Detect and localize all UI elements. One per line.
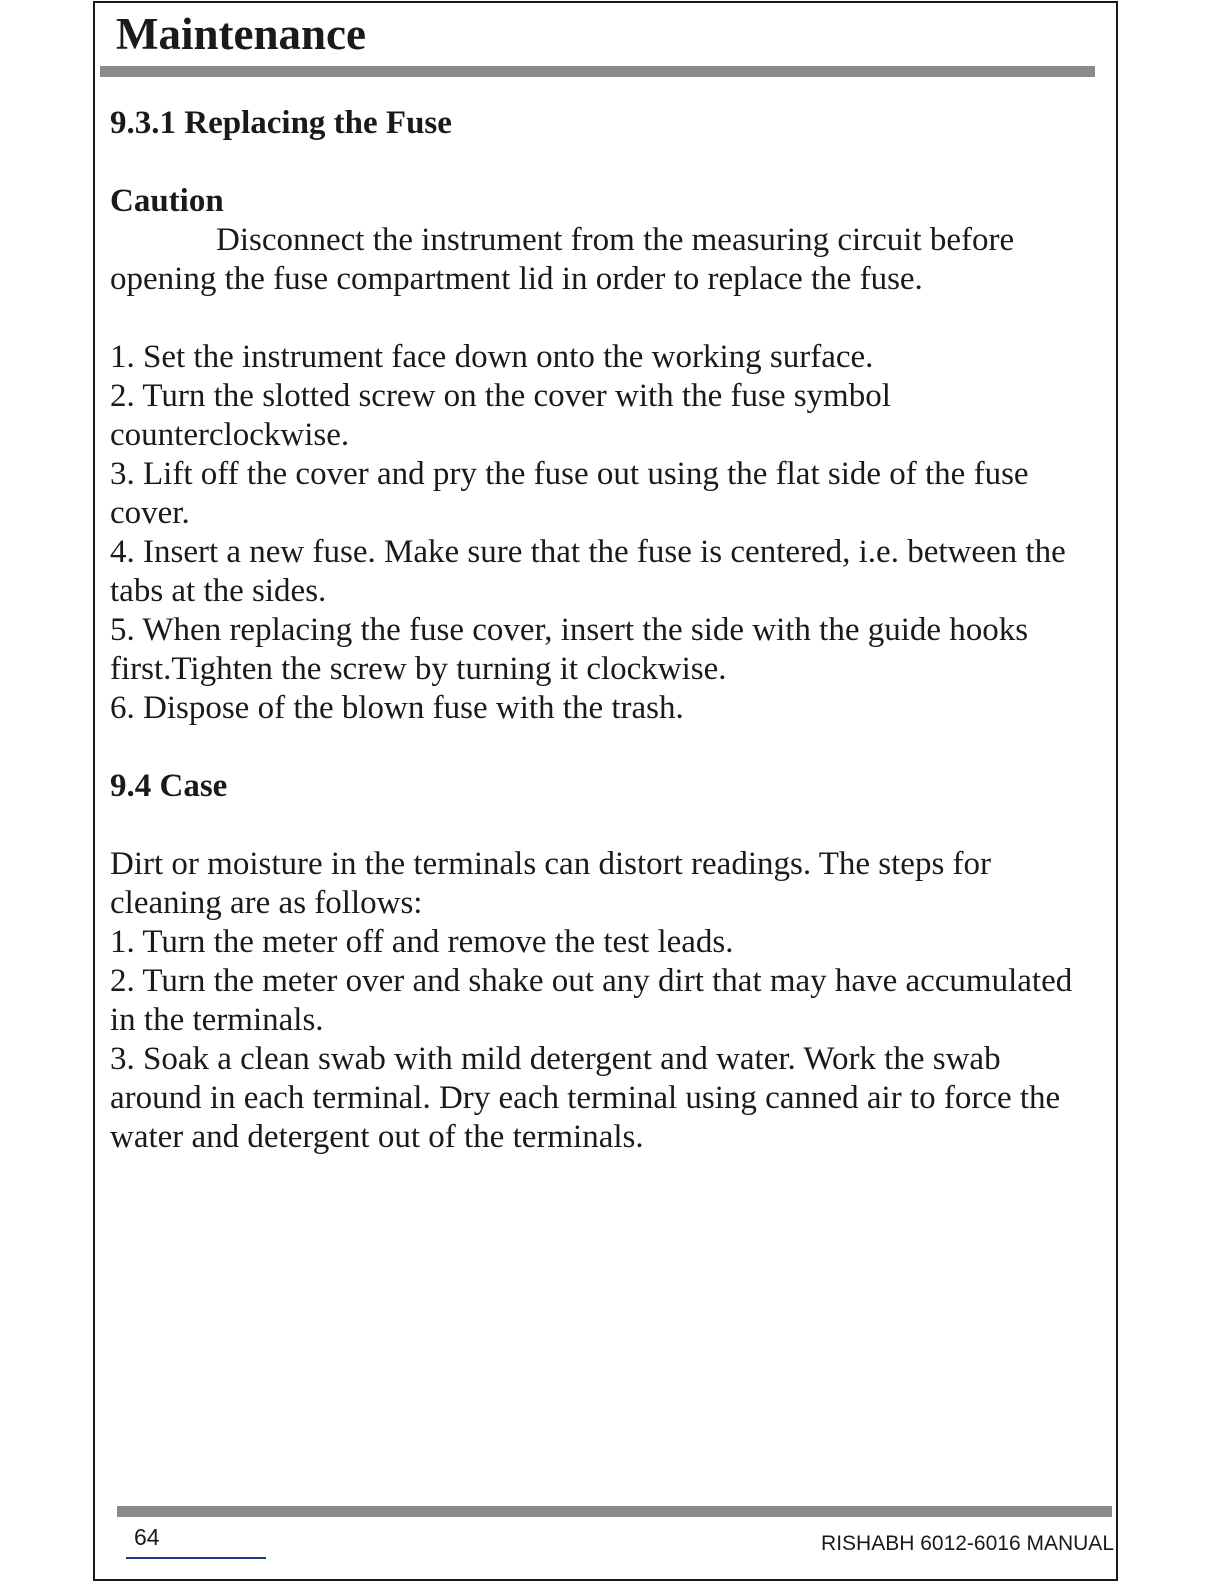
case-step: 3. Soak a clean swab with mild detergent and water. Work the swab around in each terminal. Dry each terminal using canned air to force the water and detergent out of the terminals. xyxy=(110,1041,1061,1155)
footer-divider xyxy=(117,1506,1112,1517)
spacer xyxy=(110,299,1100,338)
header-divider xyxy=(100,66,1095,77)
caution-heading: Caution xyxy=(110,183,224,219)
manual-title: RISHABH 6012-6016 MANUAL xyxy=(821,1532,1114,1555)
case-step: 1. Turn the meter off and remove the test leads. xyxy=(110,924,734,960)
fuse-step: 6. Dispose of the blown fuse with the trash. xyxy=(110,690,684,726)
page-title: Maintenance xyxy=(116,9,366,59)
fuse-step: 1. Set the instrument face down onto the working surface. xyxy=(110,339,874,375)
fuse-step: 2. Turn the slotted screw on the cover with the fuse symbol counterclockwise. xyxy=(110,378,891,453)
page-number: 64 xyxy=(134,1524,160,1550)
case-intro: Dirt or moisture in the terminals can distort readings. The steps for cleaning are as follows: xyxy=(110,846,992,921)
spacer xyxy=(110,143,1100,182)
page-number-underline xyxy=(126,1557,266,1559)
page-content xyxy=(110,104,1100,1157)
case-step: 2. Turn the meter over and shake out any dirt that may have accumulated in the terminals. xyxy=(110,963,1073,1038)
fuse-step: 5. When replacing the fuse cover, insert the side with the guide hooks first.Tighten the screw by turning it clockwise. xyxy=(110,612,1029,687)
fuse-step: 4. Insert a new fuse. Make sure that the fuse is centered, i.e. between the tabs at the sides. xyxy=(110,534,1066,609)
spacer xyxy=(110,728,1100,767)
spacer xyxy=(110,806,1100,845)
fuse-section-heading: 9.3.1 Replacing the Fuse xyxy=(110,105,452,141)
case-section-heading: 9.4 Case xyxy=(110,768,228,804)
caution-text: Disconnect the instrument from the measuring circuit before opening the fuse compartment lid in order to replace the fuse. xyxy=(110,222,1015,297)
fuse-step: 3. Lift off the cover and pry the fuse out using the flat side of the fuse cover. xyxy=(110,456,1029,531)
